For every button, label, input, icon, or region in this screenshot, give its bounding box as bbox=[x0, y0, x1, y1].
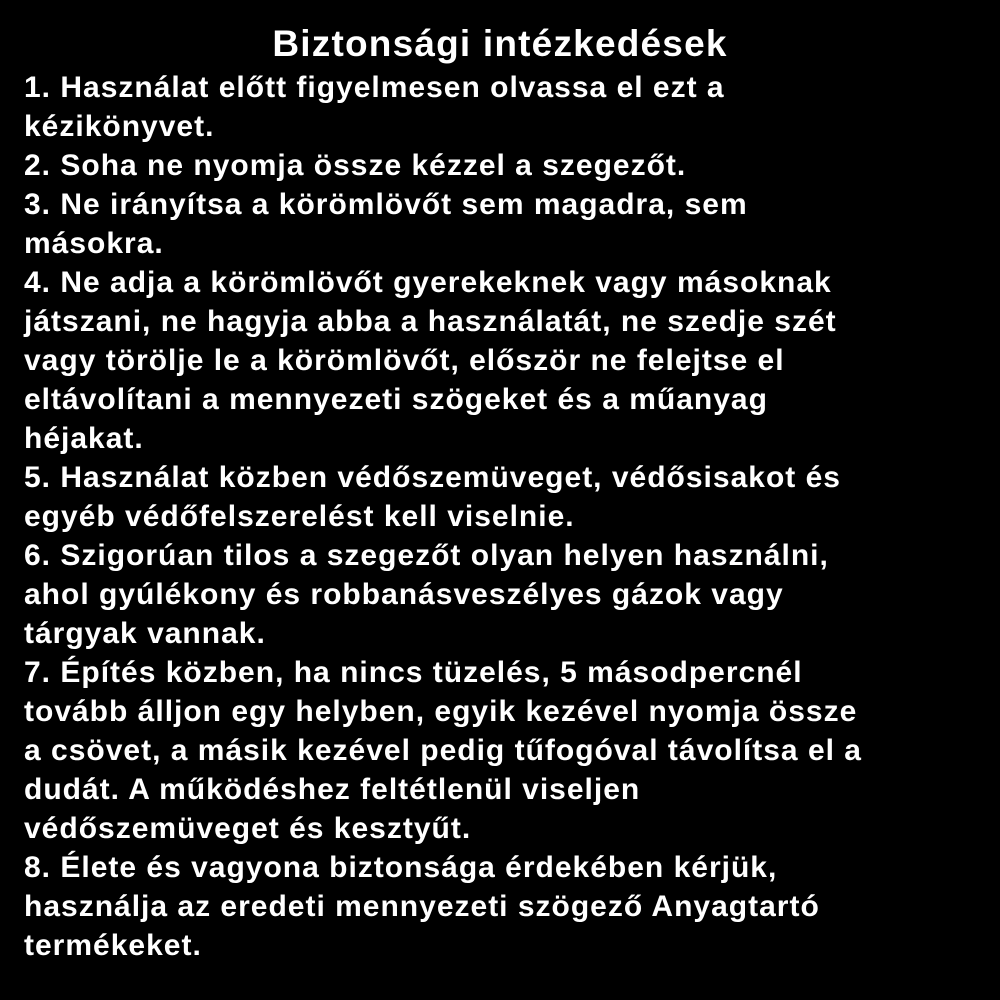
text-line-3: 2. Soha ne nyomja össze kézzel a szegezőt. bbox=[24, 149, 687, 182]
text-line-17: tovább álljon egy helyben, egyik kezével nyomja össze bbox=[24, 695, 858, 728]
text-line-6: 4. Ne adja a körömlövőt gyerekeknek vagy másoknak bbox=[24, 266, 832, 299]
text-line-8: vagy törölje le a körömlövőt, először ne felejtse el bbox=[24, 344, 785, 377]
instruction-list bbox=[24, 68, 994, 965]
text-line-15: tárgyak vannak. bbox=[24, 617, 266, 650]
text-line-16: 7. Építés közben, ha nincs tüzelés, 5 másodpercnél bbox=[24, 656, 803, 689]
text-line-13: 6. Szigorúan tilos a szegezőt olyan helyen használni, bbox=[24, 539, 829, 572]
text-line-7: játszani, ne hagyja abba a használatát, ne szedje szét bbox=[24, 305, 837, 338]
text-line-1: 1. Használat előtt figyelmesen olvassa el ezt a bbox=[24, 71, 725, 104]
text-line-19: dudát. A működéshez feltétlenül viseljen bbox=[24, 773, 641, 806]
text-line-23: termékeket. bbox=[24, 929, 202, 962]
text-line-21: 8. Élete és vagyona biztonsága érdekében kérjük, bbox=[24, 851, 778, 884]
text-line-11: 5. Használat közben védőszemüveget, védősisakot és bbox=[24, 461, 841, 494]
text-line-14: ahol gyúlékony és robbanásveszélyes gázok vagy bbox=[24, 578, 784, 611]
text-line-20: védőszemüveget és kesztyűt. bbox=[24, 812, 472, 845]
text-line-18: a csövet, a másik kezével pedig tűfogóval távolítsa el a bbox=[24, 734, 862, 767]
text-line-22: használja az eredeti mennyezeti szögező Anyagtartó bbox=[24, 890, 820, 923]
text-line-5: másokra. bbox=[24, 227, 164, 260]
text-line-9: eltávolítani a mennyezeti szögeket és a műanyag bbox=[24, 383, 768, 416]
text-line-12: egyéb védőfelszerelést kell viselnie. bbox=[24, 500, 575, 533]
page-title: Biztonsági intézkedések bbox=[272, 23, 728, 64]
text-line-4: 3. Ne irányítsa a körömlövőt sem magadra, sem bbox=[24, 188, 748, 221]
text-line-2: kézikönyvet. bbox=[24, 110, 215, 143]
text-line-10: héjakat. bbox=[24, 422, 144, 455]
